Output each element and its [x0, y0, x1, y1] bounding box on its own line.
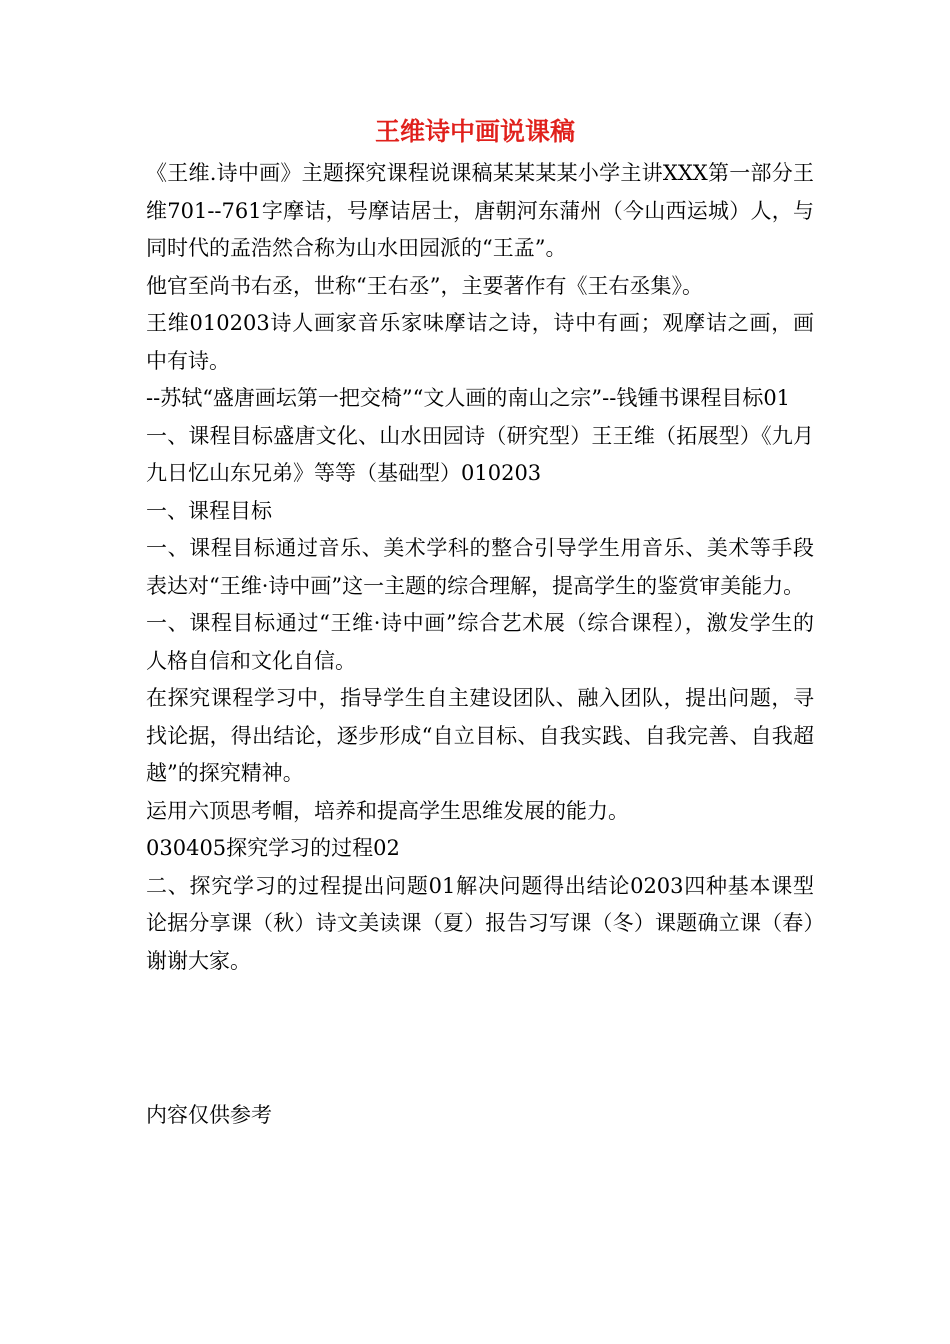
paragraph-process-detail: 二、探究学习的过程提出问题01解决问题得出结论0203四种基本课型论据分享课（秋）诗文美读课（夏）报告习写课（冬）课题确立课（春）谢谢大家。	[146, 873, 814, 973]
paragraph-official-title: 他官至尚书右丞，世称“王右丞”，主要著作有《王右丞集》。	[146, 273, 703, 298]
paragraph-intro: 《王维.诗中画》主题探究课程说课稿某某某某小学主讲XXX第一部分王维701--761字摩诘，号摩诘居士，唐朝河东蒲州（今山西运城）人，与同时代的孟浩然合称为山水田园派的“王孟”。	[146, 161, 814, 260]
footer-note: 内容仅供参考	[146, 1103, 272, 1127]
paragraph-course-goal-types: 一、课程目标盛唐文化、山水田园诗（研究型）王王维（拓展型）《九月九日忆山东兄弟》等等（基础型）010203	[146, 423, 814, 485]
paragraph-course-goal-music-art: 一、课程目标通过音乐、美术学科的整合引导学生用音乐、美术等手段表达对“王维·诗中画”这一主题的综合理解，提高学生的鉴赏审美能力。	[146, 536, 814, 598]
paragraph-poet-painter: 王维010203诗人画家音乐家味摩诘之诗，诗中有画；观摩诘之画，画中有诗。	[146, 311, 814, 373]
document-title: 王维诗中画说课稿	[374, 117, 575, 146]
paragraph-course-goal-exhibition: 一、课程目标通过“王维·诗中画”综合艺术展（综合课程），激发学生的人格自信和文化自信。	[146, 611, 814, 673]
paragraph-inquiry-spirit: 在探究课程学习中，指导学生自主建设团队、融入团队，提出问题，寻找论据，得出结论，逐步形成“自立目标、自我实践、自我完善、自我超越”的探究精神。	[146, 686, 814, 785]
paragraph-six-hats: 运用六顶思考帽，培养和提高学生思维发展的能力。	[146, 798, 629, 823]
paragraph-process-heading: 030405探究学习的过程02	[146, 836, 400, 860]
document-body	[146, 155, 814, 980]
paragraph-course-goal-heading: 一、课程目标	[146, 498, 272, 523]
paragraph-quotes: --苏轼“盛唐画坛第一把交椅”“文人画的南山之宗”--钱锺书课程目标01	[146, 386, 791, 410]
